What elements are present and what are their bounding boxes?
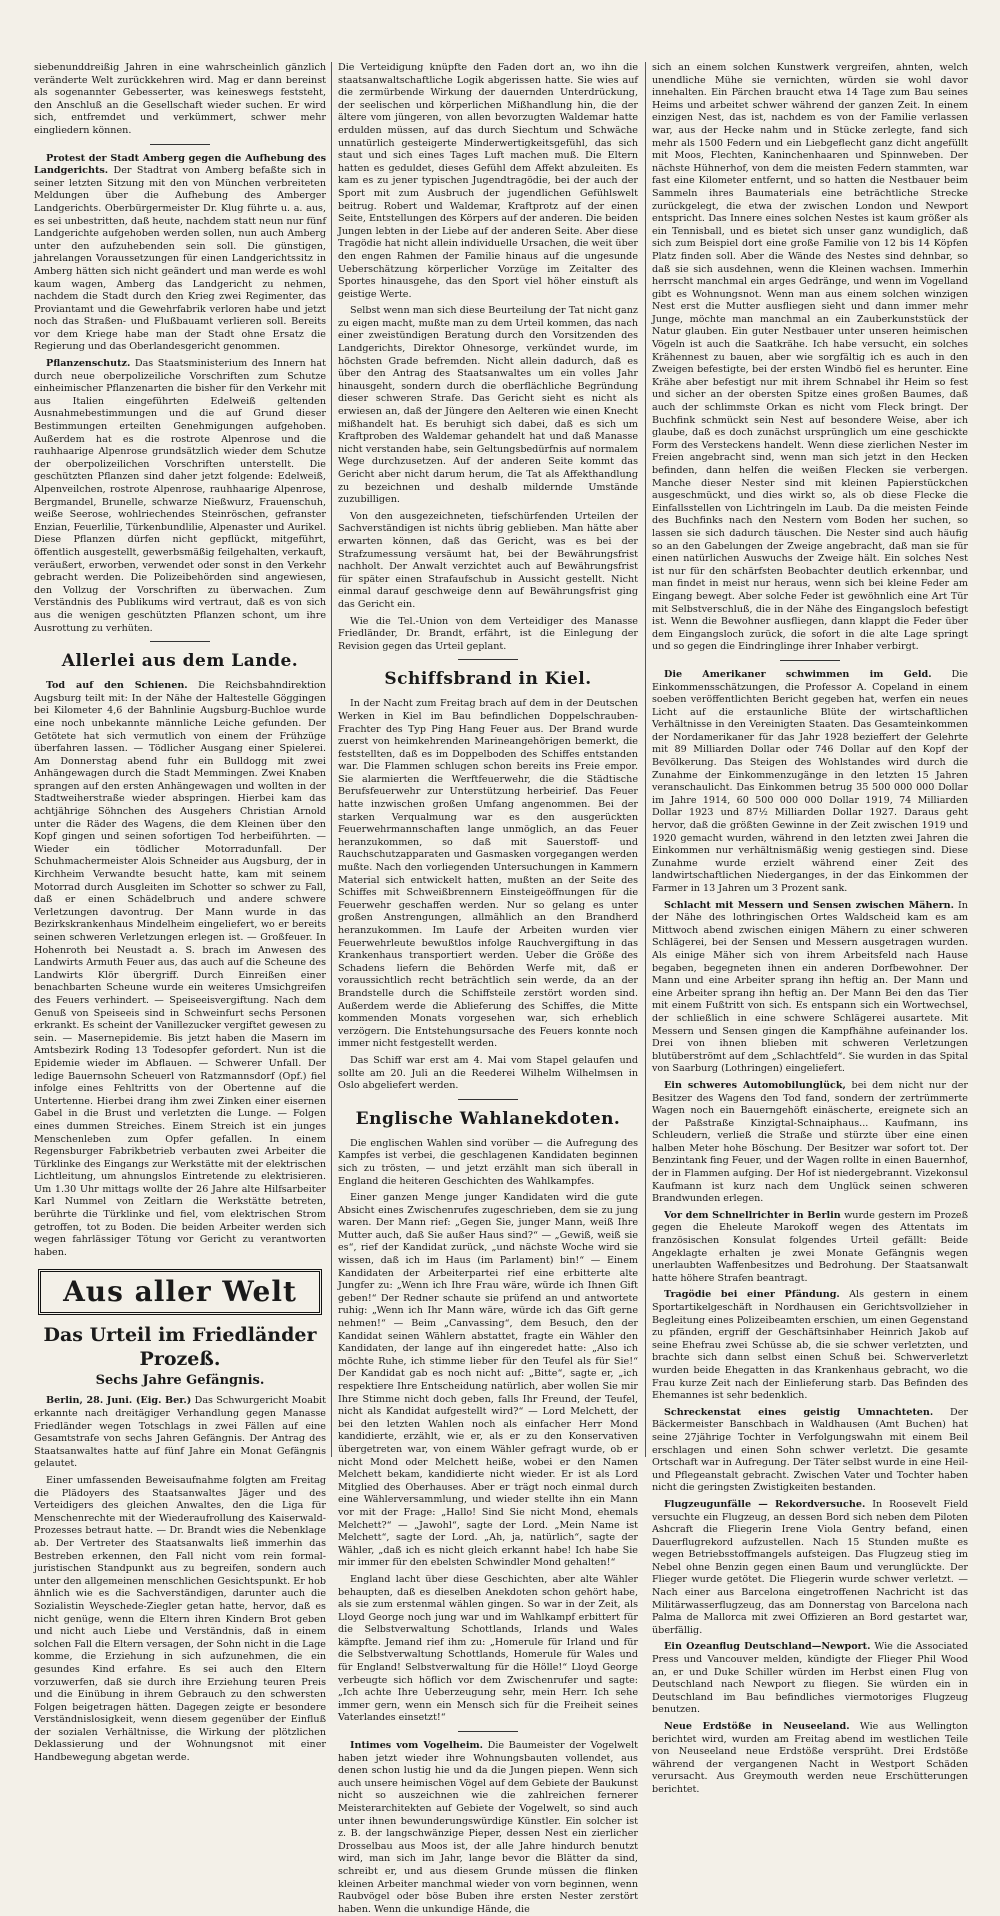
- paragraph-text: Einer ganzen Menge junger Kandidaten wird die gute Absicht eines Zwischenrufes zugeschrieben, dem sie zu jung waren. Der Mann rief: „Gegen Sie, junger Mann, weiß Ihre Mutter auch, daß Sie außer Haus sind?“ — „Gewiß, weiß sie es“, rief der Kandidat zurück, „und nächste Woche wird sie wissen, daß ich im Haus (im Parlament) bin!“ — Einem Kandidaten der Arbeiterpartei rief eine erbitterte alte Jungfer zu: „Wenn ich Ihre Frau wäre, würde ich Ihnen Gift geben!“ Der Redner schaute sie prüfend an und antwortete ruhig: „Wenn ich Ihr Mann wäre, würde ich das Gift gerne nehmen!“ — Beim „Canvassing“, dem Besuch, den der Kandidat seinen Wählern abstattet, fragte ein Wähler den Kandidaten, der lange auf ihn eingeredet hatte: „Also ich möchte Ruhe, ich stimme lieber für den Teufel als für Sie!“ Der Kandidat gab es noch nicht auf: „Bitte“, sagte er, „ich respektiere Ihre Entscheidung natürlich, aber wollen Sie mir Ihre Stimme nicht doch geben, falls Ihr Freund, der Teufel, nicht als Kandidat aufgestellt wird?“ — Lord Melchett, der bei den letzten Wahlen noch als einfacher Herr Mond kandidierte, erzählt, wie er, als er zu den Konservativen übergetreten war, von einem Wähler gefragt wurde, ob er nicht Mond oder Melchett heiße, wobei er den Namen Melchett bekam, kandidierte nicht wieder. Er ist als Lord Mitglied des Oberhauses. Aber er trägt noch einmal durch eine Wählerversammlung, und wieder stellte ihn ein Mann vor mit der Frage: „Hallo! Sind Sie nicht Mond, ehemals Melchett?“ — „Jawohl“, sagte der Lord. „Mein Name ist Melchett“, sagte der Lord. „Ah, ja, natürlich“, sagte der Wähler, „daß ich es nicht gleich erkannt habe! Ich habe Sie mir immer für den ebelsten Schwindler Mond gehalten!“: [338, 1192, 638, 1569]
- column-2: [338, 62, 639, 1915]
- column-rule: [331, 62, 332, 1457]
- article-subheadline: Sechs Jahre Gefängnis.: [95, 1373, 265, 1389]
- article-paragraph: [338, 511, 638, 612]
- article-paragraph: [652, 1499, 968, 1638]
- article-paragraph: [34, 62, 326, 138]
- paragraph-text: Die Verteidigung knüpfte den Faden dort an, wo ihn die staatsanwaltschaftliche Logik abgerissen hatte. Sie wies auf die zermürbende Wirkung der dauernden Unterdrückung, der seelischen und körperlichen Mißhandlung hin, die der ältere vom jüngeren, von allen bevorzugten Waldemar hatte erdulden müssen, auf das durch Siechtum und Schwäche unnatürlich gesteigerte Minderwertigkeitsgefühl, das sich staut und sich eines Tages Luft machen muß. Die Eltern hatten es geduldet, dieses Gefühl dem Affekt abzuleiten. Es kam es zu jener typischen Jugendtragödie, bei der auch der Sport mit zum Ausbruch der jugendlichen Gefühlswelt beitrug. Robert und Waldemar, Kraftprotz auf der einen Seite, Entstellungen des Körpers auf der anderen. Die beiden Jungen lebten in der Liebe auf der anderen Seite. Aber diese Tragödie hat nicht allein individuelle Ursachen, die weit über den engen Rahmen der Familie hinaus auf die ungesunde Ueberschätzung körperlicher Vorzüge im Zeitalter des Sportes hinausgehe, das den Sport viel höher einstuft als geistige Werte.: [338, 62, 639, 300]
- article-paragraph: [34, 358, 326, 635]
- paragraph-lead: Vor dem Schnellrichter in Berlin: [664, 1209, 841, 1221]
- article-headline: Das Urteil im Friedländer Prozeß.: [43, 1324, 317, 1371]
- article-paragraph: [338, 1192, 638, 1570]
- article-paragraph: [34, 153, 326, 355]
- section-heading: Allerlei aus dem Lande.: [61, 651, 299, 672]
- paragraph-lead: Schreckenstat eines geistig Umnachteten.: [664, 1406, 934, 1418]
- paragraph-lead: Die Amerikaner schwimmen im Geld.: [664, 668, 932, 680]
- paragraph-lead: Intimes vom Vogelheim.: [350, 1740, 483, 1752]
- paragraph-text: Die Baumeister der Vogelwelt haben jetzt wieder ihre Wohnungsbauten vollendet, aus denen schon lustig hie und da die Jungen piepen. Wenn sich auch unsere heimischen Vögel auf dem Gebiete der Baukunst nicht so auszeichnen wie die zahlreichen fernerer Meisterarchitekten auf Gebiete der Vogelwelt, so sind auch unter ihnen bewunderungswürdige Künstler. Ein solcher ist z. B. der langschwänzige Pieper, dessen Nest ein zierlicher Drosselbau aus Moos ist, der alle Jahre hindurch benutzt wird, man sich im Jahr, lange bevor die Blätter da sind, schreibt er, und aus diesem Grunde müssen die flinken kleinen Arbeiter manchmal wieder von vorn beginnen, wenn Raubvögel oder böse Buben ihre ersten Nester zerstört haben. Wenn die unkundige Hände, die: [338, 1740, 638, 1915]
- article-paragraph: [34, 1395, 326, 1471]
- paragraph-text: siebenunddreißig Jahren in eine wahrscheinlich gänzlich veränderte Welt zurückkehren wird. Mag er dann bereinst als sogenannter Gebesserter, was keineswegs feststeht, den Anschluß an die Gesellschaft wieder suchen. Er wird sich, entfremdet und verkümmert, schwer mehr eingliedern können.: [34, 62, 326, 136]
- article-paragraph: [652, 1289, 968, 1402]
- article-paragraph: [338, 616, 638, 654]
- article-paragraph: [652, 1210, 968, 1286]
- column-3: [652, 62, 969, 1795]
- paragraph-lead: Pflanzenschutz.: [46, 358, 131, 370]
- paragraph-text: Das Staatsministerium des Innern hat durch neue oberpolizeiliche Vorschriften zum Schutze einheimischer Pflanzenarten die bisher für den Verkehr mit aus Italien eingeführten Edelweiß geltenden Ausnahmebestimmungen und die auf Grund dieser Bestimmungen erteilten Genehmigungen aufgehoben. Außerdem hat es die rostrote Alpenrose und die rauhhaarige Alpenrose grundsätzlich wieder dem Schutze der oberpolizeilichen Vorschriften unterstellt. Die geschützten Pflanzen sind daher jetzt folgende: Edelweiß, Alpenveilchen, rostrote Alpenrose, rauhhaarige Alpenrose, Bergmandel, Brunelle, schwarze Nießwurz, Frauenschuh, weiße Seerose, wohlriechendes Steinröschen, gefranster Enzian, Feuerlilie, Türkenbundlilie, Alpenaster und Aurikel. Diese Pflanzen dürfen nicht gepflückt, mitgeführt, öffentlich ausgestellt, gewerbsmäßig feilgehalten, verkauft, veräußert, erworben, verwendet oder sonst in den Verkehr gebracht werden. Die Polizeibehörden sind angewiesen, den Vollzug der Vorschriften zu überwachen. Zum Verständnis des Publikums wird vertraut, daß es von sich aus die wenigen geschützten Pflanzen schont, um ihre Ausrottung zu verhüten.: [34, 358, 326, 634]
- paragraph-text: Einer umfassenden Beweisaufnahme folgten am Freitag die Plädoyers des Staatsanwaltes Jäger und des Verteidigers des gleichen Anwaltes, den die Liga für Menschenrechte mit der Wiederaufrollung des Kaiserwald-Prozesses betraut hatte. — Dr. Brandt wies die Nebenklage ab. Der Vertreter des Staatsanwalts ließ immerhin das Bestreben erkennen, den Fall nicht vom rein formal-juristischen Standpunkt aus zu begreifen, sondern auch unter den allgemeinen menschlichen Gesichtspunkt. Er hob ähnlich wie es die Sachverständigen, darunter auch die Sozialistin Weyschede-Ziegler getan hatte, hervor, daß es nicht genüge, wenn die Eltern ihren Kindern Brot geben und nicht auch Liebe und Verständnis, daß in einem solchen Fall die Eltern versagen, der Sohn nicht in die Lage komme, die Erziehung in sich aufzunehmen, die ein gesundes Kind erfahre. Es sei auch den Eltern vorzuwerfen, daß sie durch ihre Erziehung teuren Preis und die Einübung in ihrem Gebrauch zu den schwersten Folgen beigetragen hätten. Dagegen zeigte er besondere Verständnislosigkeit, wenn diesem gegenüber der Einfluß der sozialen Verhältnisse, die Wirkung der plötzlichen Deklassierung und der Wohnungsnot mit einer Handbewegung abgetan werde.: [34, 1475, 326, 1764]
- article-separator: [150, 144, 210, 145]
- paragraph-text: In der Nacht zum Freitag brach auf dem in der Deutschen Werken in Kiel im Bau befindlichen Doppelschrauben-Frachter des Typ Ping Hang Feuer aus. Der Brand wurde zuerst von heimkehrenden Marineangehörigen bemerkt, die feststellten, daß es im Doppelboden des Schiffes entstanden war. Die Flammen schlugen schon bereits ins Freie empor. Sie alarmierten die Werftfeuerwehr, die die Städtische Berufsfeuerwehr zur Unterstützung herbeirief. Das Feuer hatte inzwischen großen Umfang angenommen. Bei der starken Verqualmung war es den ausgerückten Feuerwehrmannschaften lange unmöglich, an das Feuer heranzukommen, so daß mit Sauerstoff- und Rauchschutzapparaten und Gasmasken vorgegangen werden mußte. Nach den vorliegenden Untersuchungen in Kammern Material sich entwickelt hatten, mußten an der Seite des Schiffes mit Schweißbrennern Einsteigeöffnungen für die Feuerwehr geschaffen werden. Nur so gelang es unter großen Anstrengungen, allmählich an den Brandherd heranzukommen. Im Laufe der Arbeiten wurden vier Feuerwehrleute bewußtlos infolge Rauchvergiftung in das Krankenhaus transportiert werden. Ueber die Größe des Schadens liefern die Behörden Werfe mit, daß er voraussichtlich recht beträchtlich sein werde, da an der Brandstelle durch die Schiffsteile zerstört worden sind. Außerdem werde die Ablieferung des Schiffes, die Mitte kommenden Monats vorgesehen war, sich erheblich verzögern. Die Entstehungsursache des Feuers konnte noch immer nicht festgestellt werden.: [338, 698, 638, 1050]
- article-paragraph: [652, 1641, 968, 1717]
- paragraph-text: bei dem nicht nur der Besitzer des Wagens den Tod fand, sondern der zertrümmerte Wagen noch ein Bauerngehöft einäscherte, ereignete sich an der Paßstraße Kinzigtal-Schnaiphaus... Kaufmann, ins Schleudern, verließ die Straße und stürzte über eine einen halben Meter hohe Böschung. Der Besitzer war sofort tot. Der Benzintank fing Feuer, und der Wagen rollte in einen Bauernhof, der in Flammen aufging. Der Hof ist niedergebrannt. Vizekonsul Kaufmann ist kurz nach dem Unglück seinen schweren Brandwunden erlegen.: [652, 1079, 969, 1205]
- article-paragraph: [338, 305, 638, 507]
- paragraph-text: Wie die Associated Press und Vancouver melden, kündigte der Flieger Phil Wood an, er und Duke Schiller würden im Herbst einen Flug von Deutschland nach Newport zu fliegen. Sie würden ein in Deutschland im Bau befindliches viermotoriges Flugzeug benutzen.: [652, 1641, 968, 1716]
- paragraph-text: Das Schwurgericht Moabit erkannte nach dreitägiger Verhandlung gegen Manasse Friedländer wegen Totschlags in zwei Fällen auf eine Gesamtstrafe von sechs Jahren Gefängnis. Der Antrag des Staatsanwaltes hatte auf fünf Jahre ein Monat Gefängnis gelautet.: [34, 1395, 326, 1470]
- article-separator: [150, 641, 210, 642]
- article-paragraph: [338, 1138, 638, 1188]
- article-paragraph: [652, 669, 968, 896]
- article-paragraph: [652, 62, 968, 654]
- paragraph-lead: Ein schweres Automobilunglück,: [664, 1079, 846, 1091]
- section-heading: Englische Wahlanekdoten.: [355, 1108, 621, 1129]
- paragraph-text: sich an einem solchen Kunstwerk vergreifen, ahnten, welch unendliche Mühe sie vernichten, würden sie wohl davor innehalten. Ein Pärchen braucht etwa 14 Tage zum Bau seines Heims und arbeitet schwer während der ganzen Zeit. In einem einzigen Nest, das ist, nachdem es von der Familie verlassen war, aus der Hecke nahm und in Stücke zerlegte, fand sich mehr als 1500 Federn und ein Liebgeflecht ganz dicht angefüllt mit Moos, Flechten, Kaninchenhaaren und Spinnweben. Der nächste Hühnerhof, von dem die meisten Federn stammten, war fast eine Kilometer entfernt, und so hatten die Nestbauer beim Sammeln ihres Baumaterials eine beträchtliche Strecke zurückgelegt, die etwa der zwischen London und Newport entspricht. Das Innere eines solchen Nestes ist kaum größer als ein Tennisball, und es bietet sich unser ganz wundiglich, daß sich zum Beispiel dort eine große Familie von 12 bis 14 Köpfen Platz finden soll. Aber die Wände des Nestes sind dehnbar, so daß sie sich ausdehnen, wenn die Kleinen wachsen. Immerhin herrscht manchmal ein arges Gedränge, und wenn im Vogelland gibt es Wohnungsnot. Wenn man aus einem solchen winzigen Nest erst die Mutter ausfliegen sieht und dann immer mehr Junge, möchte man manchmal an ein Zauberkunststück der Natur glauben. Ein guter Nestbauer unter unseren heimischen Vögeln ist auch die Saatkrähe. Ich habe versucht, ein solches Krähennest zu bauen, aber wie sorgfältig ich es auch in den Zweigen befestigte, bei der ersten Windbö fiel es herunter. Eine Krähe aber befestigt nur mit ihrem Schnabel ihr Heim so fest und sicher an der obersten Spitze eines großen Baumes, daß auch der schlimmste Orkan es nicht vom Fleck bringt. Der Buchfink schmückt sein Nest auf besondere Weise, aber ich glaube, daß es doch zunächst ursprünglich um eine geschickte Form des Versteckens handelt. Wenn diese zierlichen Nester im Freien angebracht sind, wenn man sich jetzt in den Hecken befinden, dann helfen die weißen Flecken sie verbergen. Manche dieser Nester sind mit kleinen Papierstückchen ausgeschmückt, und dies wirkt so, als ob diese Flecke die Einfallsstellen von Lichtringeln im Laub. Da die meisten Feinde des Buchfinks nach den Nestern vom Boden her suchen, so lassen sie sich dadurch täuschen. Die Nester sind auch häufig so an den Gabelungen der Zweige angebracht, daß man sie für einen natürlichen Auswuchs der Zweige hält. Ein solches Nest ist nur für den schärfsten Beobachter deutlich erkennbar, und man findet in meist nur heraus, wenn sich bei kleine Feder am Eingang bewegt. Aber solche Feder ist gewöhnlich eine Art Tür mit Selbstverschluß, die in der Nähe des Eingangsloch befestigt ist. Wenn die Bewohner ausfliegen, dann klappt die Feder über dem Eingangsloch zurück, die sofort in die alte Lage springt und so gegen die Eindringlinge ihrer Inhaber verbirgt.: [652, 62, 968, 653]
- article-paragraph: [652, 1080, 968, 1206]
- paragraph-lead: Neue Erdstöße in Neuseeland.: [664, 1721, 850, 1732]
- paragraph-text: Als gestern in einem Sportartikelgeschäft in Nordhausen ein Gerichtsvollzieher in Begleitung eines Polizeibeamten erschien, um einen Gegenstand zu pfänden, ergriff der Geschäftsinhaber Heinrich Jakob auf seine Ehefrau zwei Schüsse ab, die sie schwer verletzten, und brachte sich dann selbst einen Schuß bei. Schwerverletzt wurden beide Ehegatten in das Krankenhaus gebracht, wo die Frau kurze Zeit nach der Einlieferung starb. Das Befinden des Ehemannes ist sehr bedenklich.: [652, 1289, 969, 1402]
- paragraph-text: Der Stadtrat von Amberg befaßte sich in seiner letzten Sitzung mit den von München verbreiteten Meldungen über die Aufhebung des Amberger Landgerichts. Oberbürgermeister Dr. Klug führte u. a. aus, es sei unbestritten, daß heute, nachdem statt neun nur fünf Landgerichte aufgehoben werden sollen, nun auch Amberg unter den aufzuhebenden sein soll. Die günstigen, jahrelangen Voraussetzungen für einen Landgerichtssitz in Amberg hätten sich nicht geändert und man werde es wohl kaum wagen, Amberg das Landgericht zu nehmen, nachdem die Stadt durch den Krieg zwei Regimenter, das Proviantamt und die Gewehrfabrik verloren habe und jetzt noch das Straßen- und Flußbauamt verlieren soll. Bereits vor dem Kriege habe man der Stadt ohne Ersatz die Regierung und das Oberlandesgericht genommen.: [34, 165, 326, 353]
- paragraph-text: Wie die Tel.-Union von dem Verteidiger des Manasse Friedländer, Dr. Brandt, erfährt, ist die Einlegung der Revision gegen das Urteil geplant.: [338, 615, 638, 652]
- article-separator: [780, 660, 840, 661]
- paragraph-lead: Flugzeugunfälle — Rekordversuche.: [664, 1498, 866, 1510]
- paragraph-text: Die Reichsbahndirektion Augsburg teilt mit: In der Nähe der Haltestelle Göggingen bei Kilometer 4,6 der Bahnlinie Augsburg-Buchloe wurde eine noch unbekannte männliche Leiche gefunden. Der Getötete hat sich vermutlich von einem der Frühzüge überfahren lassen. — Tödlicher Ausgang einer Spielerei. Am Donnerstag abend fuhr ein Bulldogg mit zwei Anhängewagen durch die Stadt Memmingen. Zwei Knaben sprangen auf den ersten Anhängewagen und wollten in der Stadtweiherstraße wieder abspringen. Hierbei kam das achtjährige Söhnchen des Ausgehers Christian Arnold unter die Räder des Wagens, die dem Kleinen über den Kopf gingen und seinen sofortigen Tod herbeiführten. — Wieder ein tödlicher Motorradunfall. Der Schuhmachermeister Alois Schneider aus Augsburg, der in Kirchheim Verwandte besucht hatte, kam mit seinem Motorrad durch Ausgleiten im Schotter so schwer zu Fall, daß er einen Schädelbruch und andere schwere Verletzungen davontrug. Der Mann wurde in das Bezirkskrankenhaus Mindelheim eingeliefert, wo er bereits seinen schweren Verletzungen erlegen ist. — Großfeuer. In Hohenroth bei Neustadt a. S. brach im Anwesen des Landwirts Armuth Feuer aus, das auch auf die Scheune des Landwirts Klör übergriff. Durch Einreißen einer benachbarten Scheune wurde ein weiteres Umsichgreifen des Feuers verhindert. — Speiseeisvergiftung. Nach dem Genuß von Speiseeis sind in Schweinfurt sechs Personen erkrankt. Es scheint der Vanillezucker vergiftet gewesen zu sein. — Masernepidemie. Bis jetzt haben die Masern im Amtsbezirk Roding 13 Todesopfer gefordert. Nun ist die Epidemie wieder im Abflauen. — Schwerer Unfall. Der ledige Bauernsohn Scheuerl von Ratzmannsdorf (Opf.) fiel infolge eines Fehltritts von der Obertenne auf die Untertenne. Hierbei drang ihm zwei Zinken einer eisernen Gabel in die Brust und verletzten die Lunge. — Folgen eines dummen Streiches. Einem Streich ist ein junges Menschenleben zum Opfer gefallen. In einem Regensburger Fabrikbetrieb verbauten zwei Arbeiter die Türklinke des Eingangs zur Werkstätte mit der elektrischen Lichtleitung, um ahnungslos Eintretende zu elektrisieren. Um 1.30 Uhr mittags wollte der 26 Jahre alte Hilfsarbeiter Karl Nummel von Zeitlarn die Werkstätte betreten, berührte die Türklinke und fiel, vom elektrischen Strom getroffen, tot zu Boden. Die beiden Arbeiter werden sich wegen fahrlässiger Tötung vor Gericht zu verantworten haben.: [34, 680, 326, 1258]
- article-paragraph: [338, 1055, 638, 1093]
- paragraph-lead: Tod auf den Schienen.: [46, 680, 188, 692]
- paragraph-text: Wie aus Wellington berichtet wird, wurden am Freitag abend im westlichen Teile von Neuseeland neue Erdstöße versprüht. Drei Erdstöße während der vergangenen Nacht in Westport Schäden verursacht. Aus Greymouth werden neue Erschütterungen berichtet.: [652, 1721, 968, 1795]
- section-heading: Schiffsbrand in Kiel.: [384, 669, 592, 690]
- paragraph-text: Selbst wenn man sich diese Beurteilung der Tat nicht ganz zu eigen macht, mußte man zu dem Urteil kommen, das nach einer zweistündigen Beratung durch den Vorsitzenden des Landgerichts, Direktor Ohnesorge, verkündet wurde, im höchsten Grade befremden. Nicht allein dadurch, daß es über den Antrag des Staatsanwaltes um ein volles Jahr hinausgeht, sondern durch die oberflächliche Begründung dieser schweren Strafe. Das Gericht sieht es nicht als erwiesen an, daß der Jüngere den Aelteren wie einen Knecht mißhandelt hat. Es beruhigt sich dabei, daß es sich um Kraftproben des Waldemar gehandelt hat und daß Manasse nicht verstanden habe, sein Geltungsbedürfnis auf normalem Wege durchzusetzen. Auf der anderen Seite kommt das Gericht aber nicht darum herum, die Tat als Affekthandlung zu bezeichnen und deshalb mildernde Umstände zuzubilligen.: [338, 305, 638, 506]
- article-paragraph: [338, 1740, 638, 1916]
- article-separator: [458, 659, 518, 660]
- paragraph-text: Von den ausgezeichneten, tiefschürfenden Urteilen der Sachverständigen ist nichts übrig geblieben. Man hätte aber erwarten können, daß das Gericht, was es bei der Strafzumessung versäumt hat, bei der Bewährungsfrist nachholt. Der Anwalt verzichtet auch auf Bewährungsfrist für später einen Strafaufschub in Aussicht gestellt. Nicht einmal darauf geschweige denn auf Bewährungsfrist ging das Gericht ein.: [338, 510, 638, 610]
- paragraph-text: Die englischen Wahlen sind vorüber — die Aufregung des Kampfes ist verbei, die geschlagenen Kandidaten beginnen sich zu trösten, — und jetzt erzählt man sich überall in England die heiteren Geschichten des Wahlkampfes.: [338, 1137, 638, 1187]
- paragraph-text: Die Einkommensschätzungen, die Professor A. Copeland in einem soeben veröffentlichten Bericht gegeben hat, werfen ein neues Licht auf die erstaunliche Blüte der wirtschaftlichen Verhältnisse in den Vereinigten Staaten. Das Gesamteinkommen der Nordamerikaner für das Jahr 1928 bezieffert der Gelehrte mit 89 Milliarden Dollar oder 746 Dollar auf den Kopf der Bevölkerung. Das Steigen des Wohlstandes wird durch die Zunahme der Einkommenzugänge in den letzten 15 Jahren veranschaulicht. Das Einkommen betrug 35 500 000 000 Dollar im Jahre 1914, 60 500 000 000 Dollar 1919, 74 Milliarden Dollar 1923 und 87½ Milliarden Dollar 1927. Daraus geht hervor, daß die größten Gewinne in der Zeit zwischen 1919 und 1920 gemacht wurden, während in den letzten zwei Jahren die Einkommen nur verhältnismäßig wenig gestiegen sind. Diese Zunahme wurde erzielt während einer Zeit des landwirtschaftlichen Niederganges, in der das Einkommen der Farmer in 13 Jahren um 3 Prozent sank.: [652, 668, 968, 894]
- article-paragraph: [34, 680, 326, 1259]
- section-banner: Aus aller Welt: [38, 1269, 322, 1315]
- article-paragraph: [34, 1475, 326, 1765]
- article-paragraph: [652, 1721, 968, 1797]
- column-1: [34, 62, 326, 1764]
- column-rule: [645, 62, 646, 1457]
- paragraph-lead: Berlin, 28. Juni. (Eig. Ber.): [46, 1395, 192, 1407]
- article-paragraph: [652, 900, 968, 1076]
- paragraph-lead: Protest der Stadt Amberg gegen die Aufhebung des Landgerichts.: [34, 152, 326, 177]
- article-paragraph: [338, 62, 638, 301]
- paragraph-lead: Schlacht mit Messern und Sensen zwischen Mähern.: [664, 899, 954, 911]
- paragraph-text: In der Nähe des lothringischen Ortes Waldscheid kam es am Mittwoch abend zwischen einigen Mähern zu einer schweren Schlägerei, bei der Sensen und Messern ausgetragen wurden. Als einige Mäher sich von ihrem Arbeitsfeld nach Hause begaben, begegneten ihnen ein anderen Dorfbewohner. Der Mann und eine Arbeiter sprang ihn heftig an. Der Mann und eine Arbeiter sprang ihn heftig an. Der Mann Bei den das Tier mit einem Fußtritt von sich. Es entspann sich ein Wortwechsel, der schließlich in eine schwere Schlägerei ausartete. Mit Messern und Sensen gingen die Kampfhähne aufeinander los. Drei von ihnen blieben mit schweren Verletzungen blutüberströmt auf dem „Schlachtfeld“. Sie wurden in das Spital von Saarburg (Lothringen) eingeliefert.: [652, 899, 968, 1075]
- paragraph-text: wurde gestern im Prozeß gegen die Eheleute Marokoff wegen des Attentats im französischen Konsulat folgendes Urteil gefällt: Beide Angeklagte erhalten je zwei Monate Gefängnis wegen unerlaubten Waffenbesitzes und Bedrohung. Der Staatsanwalt hatte höhere Strafen beantragt.: [652, 1209, 968, 1284]
- article-separator: [458, 1099, 518, 1100]
- article-paragraph: [652, 1407, 968, 1495]
- paragraph-text: Das Schiff war erst am 4. Mai vom Stapel gelaufen und sollte am 20. Juli an die Reederei Wilhelm Wilhelmsen in Oslo abgeliefert werden.: [338, 1054, 638, 1092]
- paragraph-text: In Roosevelt Field versuchte ein Flugzeug, an dessen Bord sich neben dem Piloten Ashcraft die Fliegerin Irene Viola Gentry befand, einen Dauerflugrekord aufzustellen. Nach 15 Stunden mußte es wegen Betriebsstoffmangels aufsteigen. Das Flugzeug stieg im Nebel ohne Benzin gegen einen Baum und verunglückte. Der Flieger wurde getötet. Die Fliegerin wurde schwer verletzt. — Nach einer aus Barcelona eingetroffenen Nachricht ist das Militärwasserflugzeug, das am Donnerstag von Barcelona nach Palma de Mallorca mit zwei Offizieren an Bord gestartet war, überfällig.: [652, 1498, 968, 1636]
- paragraph-text: England lacht über diese Geschichten, aber alte Wähler behaupten, daß es dieselben Anekdoten schon gehört habe, als sie zum erstenmal wählen gingen. So war in der Zeit, als Lloyd George noch jung war und im Wahlkampf erbittert für die Selbstverwaltung Schottlands, Irlands und Wales kämpfte. Jemand rief ihm zu: „Homerule für Irland und für die Selbstverwaltung Schottlands, Homerule für Wales und für England! Selbstverwaltung für die Hölle!“ Lloyd George verbeugte sich höflich vor dem Zwischenrufer und sagte: „Ich achte Ihre Ueberzeugung sehr, mein Herr. Ich sehe immer gern, wenn ein Mensch sich für die Freiheit seines Vaterlandes einsetzt!“: [338, 1573, 638, 1724]
- paragraph-lead: Tragödie bei einer Pfändung.: [664, 1289, 840, 1301]
- paragraph-text: Der Bäckermeister Banschbach in Waldhausen (Amt Buchen) hat seine 27jährige Tochter in Verfolgungswahn mit einem Beil erschlagen und einen Sohn schwer verletzt. Die gesamte Ortschaft war in Aufregung. Der Täter selbst wurde in eine Heil- und Pflegeanstalt gebracht. Zwischen Vater und Tochter haben nicht die geringsten Zwistigkeiten bestanden.: [652, 1406, 968, 1494]
- article-paragraph: [338, 698, 638, 1051]
- article-paragraph: [338, 1574, 638, 1725]
- article-separator: [458, 1731, 518, 1732]
- paragraph-lead: Ein Ozeanflug Deutschland—Newport.: [664, 1641, 871, 1653]
